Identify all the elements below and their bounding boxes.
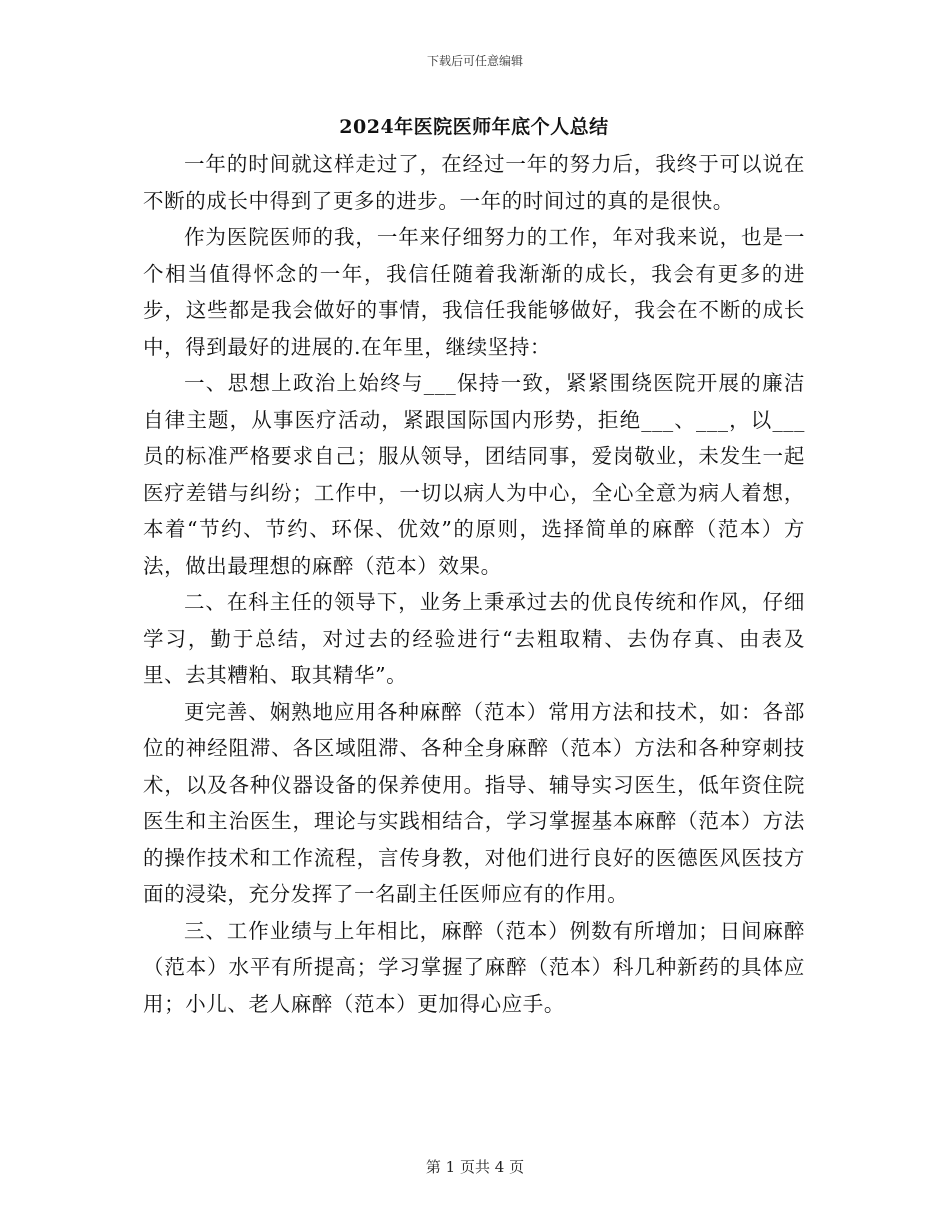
document-body [143, 112, 805, 1022]
paragraph-intro: 一年的时间就这样走过了，在经过一年的努力后，我终于可以说在不断的成长中得到了更多的进步。一年的时间过的真的是很快。 [143, 152, 805, 213]
header-note: 下载后可任意编辑 [426, 54, 523, 68]
page-number: 第 1 页共 4 页 [425, 1158, 525, 1176]
paragraph-role: 作为医院医师的我，一年来仔细努力的工作，年对我来说，也是一个相当值得怀念的一年，我信任随着我渐渐的成长，我会有更多的进步，这些都是我会做好的事情，我信任我能够做好，我会在不断的成长中，得到最好的进展的.在年里，继续坚持： [143, 225, 805, 359]
paragraph-section-two: 二、在科主任的领导下，业务上秉承过去的优良传统和作风，仔细学习，勤于总结，对过去的经验进行“去粗取精、去伪存真、由表及里、去其糟粕、取其精华”。 [143, 590, 805, 687]
paragraph-techniques: 更完善、娴熟地应用各种麻醉（范本）常用方法和技术，如：各部位的神经阻滞、各区域阻滞、各种全身麻醉（范本）方法和各种穿刺技术，以及各种仪器设备的保养使用。指导、辅导实习医生，低年资住院医生和主治医生，理论与实践相结合，学习掌握基本麻醉（范本）方法的操作技术和工作流程，言传身教，对他们进行良好的医德医风医技方面的浸染，充分发挥了一名副主任医师应有的作用。 [143, 699, 805, 906]
document-title: 2024年医院医师年底个人总结 [339, 116, 609, 138]
paragraph-section-three: 三、工作业绩与上年相比，麻醉（范本）例数有所增加；日间麻醉（范本）水平有所提高；学习掌握了麻醉（范本）科几种新药的具体应用；小儿、老人麻醉（范本）更加得心应手。 [143, 918, 805, 1016]
paragraph-section-one: 一、思想上政治上始终与___保持一致，紧紧围绕医院开展的廉洁自律主题，从事医疗活动，紧跟国际国内形势，拒绝___、___，以___员的标准严格要求自己；服从领导，团结同事，爱岗敬业，未发生一起医疗差错与纠纷；工作中，一切以病人为中心，全心全意为病人着想，本着“节约、节约、环保、优效”的原则，选择简单的麻醉（范本）方法，做出最理想的麻醉（范本）效果。 [143, 371, 805, 578]
